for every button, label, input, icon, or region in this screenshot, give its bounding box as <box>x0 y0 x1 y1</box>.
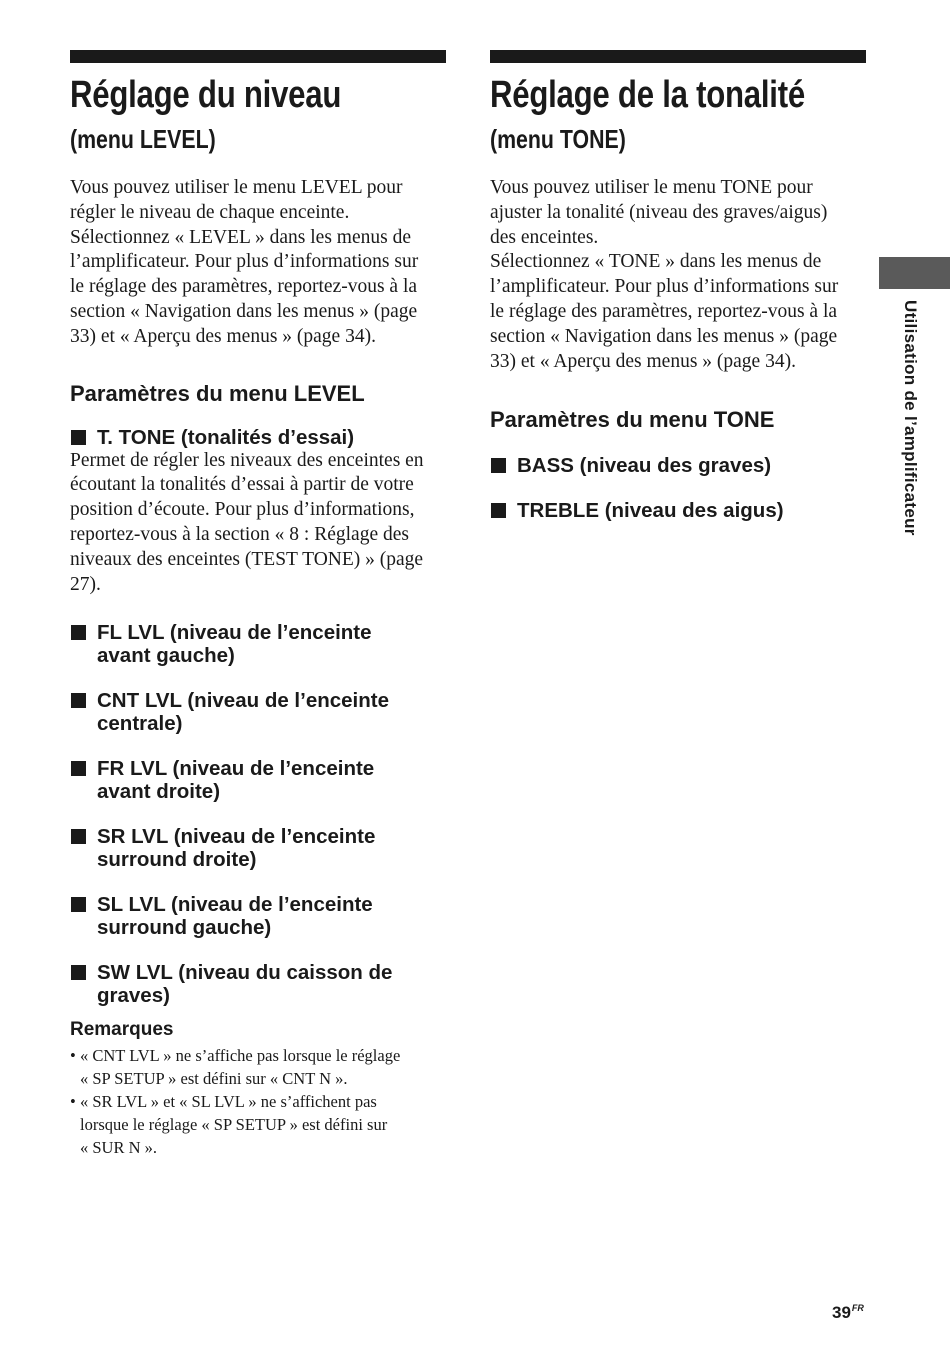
page-title-level: Réglage du niveau <box>70 74 342 116</box>
square-bullet-icon <box>71 693 86 708</box>
square-bullet-icon <box>71 430 86 445</box>
param-item-label: SW LVL (niveau du caisson de graves) <box>97 961 393 1008</box>
param-item-sl-lvl <box>70 893 446 939</box>
param-item-test-tone <box>70 426 446 449</box>
param-item-label: BASS (niveau des graves) <box>517 454 772 478</box>
right-column <box>490 50 866 522</box>
chapter-side-label: Utilisation de l’amplificateur <box>901 300 920 536</box>
test-tone-description: Permet de régler les niveaux des enceintes en écoutant la tonalités d’essai à partir de votre position d’écoute. Pour plus d’informations, reportez-vous à la section « 8 : Réglage des niveaux des enceintes (TEST TONE) » (page 27). <box>70 449 424 595</box>
section-rule <box>490 50 866 63</box>
notes-heading: Remarques <box>70 1019 174 1041</box>
square-bullet-icon <box>71 625 86 640</box>
param-item-sr-lvl <box>70 825 446 871</box>
param-item-treble <box>490 499 866 522</box>
params-heading-level: Paramètres du menu LEVEL <box>70 380 365 406</box>
square-bullet-icon <box>71 829 86 844</box>
subtitle-level: (menu LEVEL) <box>70 124 216 154</box>
param-item-label: SR LVL (niveau de l’enceinte surround droite) <box>97 825 376 872</box>
param-item-label: SL LVL (niveau de l’enceinte surround gauche) <box>97 893 373 940</box>
subtitle-tone: (menu TONE) <box>490 124 626 154</box>
param-item-fr-lvl <box>70 757 446 803</box>
square-bullet-icon <box>71 897 86 912</box>
param-item-label: CNT LVL (niveau de l’enceinte centrale) <box>97 689 389 736</box>
params-heading-tone: Paramètres du menu TONE <box>490 407 775 433</box>
param-item-sw-lvl <box>70 961 446 1007</box>
note-item: • « CNT LVL » ne s’affiche pas lorsque le réglage « SP SETUP » est défini sur « CNT N ». <box>70 1045 446 1091</box>
square-bullet-icon <box>71 965 86 980</box>
page-language-suffix: FR <box>851 1303 864 1313</box>
chapter-tab-marker <box>879 257 950 289</box>
page-number <box>832 1303 864 1323</box>
page-number-value: 39 <box>832 1303 851 1322</box>
square-bullet-icon <box>491 458 506 473</box>
square-bullet-icon <box>71 761 86 776</box>
param-item-label: FR LVL (niveau de l’enceinte avant droite) <box>97 757 375 804</box>
param-item-label: T. TONE (tonalités d’essai) <box>97 425 355 449</box>
param-item-cnt-lvl <box>70 689 446 735</box>
section-rule <box>70 50 446 63</box>
square-bullet-icon <box>491 503 506 518</box>
note-item: • « SR LVL » et « SL LVL » ne s’affichent pas lorsque le réglage « SP SETUP » est défini sur « SUR N ». <box>70 1091 446 1159</box>
intro-level: Vous pouvez utiliser le menu LEVEL pour régler le niveau de chaque enceinte. Sélectionnez « LEVEL » dans les menus de l’amplificateur. Pour plus d’informations sur le réglage des paramètres, reportez-vous à la section « Navigation dans les menus » (page 33) et « Aperçu des menus » (page 34). <box>70 177 419 347</box>
page-title-tone: Réglage de la tonalité <box>490 74 805 116</box>
param-item-label: FL LVL (niveau de l’enceinte avant gauche) <box>97 621 372 668</box>
left-column <box>70 50 446 1159</box>
param-item-label: TREBLE (niveau des aigus) <box>517 499 784 523</box>
intro-tone: Vous pouvez utiliser le menu TONE pour ajuster la tonalité (niveau des graves/aigus) des enceintes. Sélectionnez « TONE » dans les menus de l’amplificateur. Pour plus d’informations sur le réglage des paramètres, reportez-vous à la section « Navigation dans les menus » (page 33) et « Aperçu des menus » (page 34). <box>490 177 839 372</box>
param-item-fl-lvl <box>70 621 446 667</box>
param-item-bass <box>490 454 866 477</box>
notes-list <box>70 1045 446 1159</box>
